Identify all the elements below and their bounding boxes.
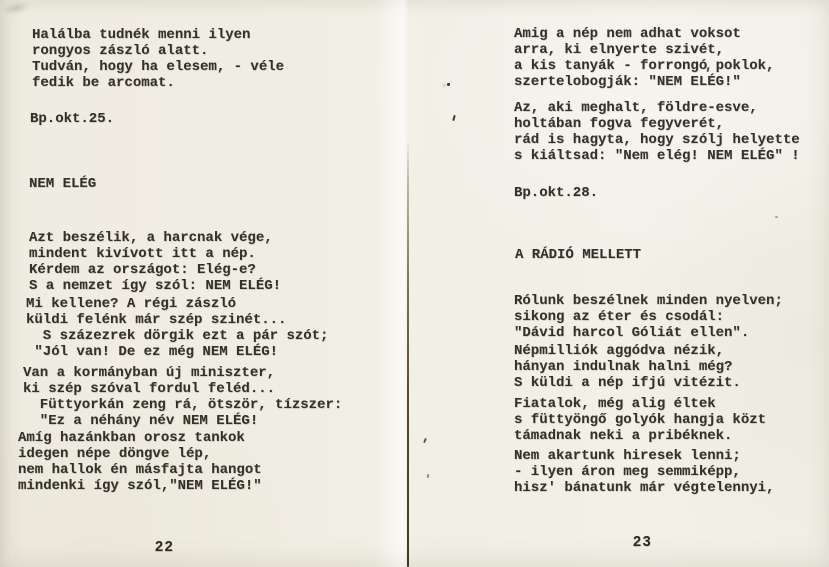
ink-speck xyxy=(452,115,456,121)
poem-line: arra, ki elnyerte szivét, xyxy=(514,42,725,58)
poem-line: Van a kormányban új miniszter, xyxy=(23,365,276,381)
poem-date: Bp.okt.28. xyxy=(514,185,599,201)
ink-speck xyxy=(423,438,427,443)
stanza-5 xyxy=(514,26,774,90)
poem-line: idegen népe döngve lép, xyxy=(18,446,212,462)
poem-line: holtában fogva fegyverét, xyxy=(514,116,725,132)
poem-line: küldi felénk már szép szinét... xyxy=(26,312,287,328)
poem-line: Kérdem az országot: Elég-e? xyxy=(29,262,256,278)
stanza-6 xyxy=(514,100,800,164)
poem-line: támadnak neki a pribéknek. xyxy=(514,428,733,444)
poem-line: mindenki így szól,"NEM ELÉG!" xyxy=(18,478,262,494)
poem-line: Amíg hazánkban orosz tankok xyxy=(18,430,245,446)
poem-line: ki szép szóval fordul feléd... xyxy=(23,381,276,397)
stanza-intro xyxy=(32,27,284,91)
poem-title: NEM ELÉG xyxy=(29,176,97,192)
stanza-3 xyxy=(23,365,342,429)
poem-title-left xyxy=(29,176,96,192)
poem-line: rongyos zászló alatt. xyxy=(32,43,209,59)
stanza-radio-1 xyxy=(514,293,783,341)
poem-line: fedik be arcomat. xyxy=(32,75,175,91)
poem-line: s kiáltsad: "Nem elég! NEM ELÉG" ! xyxy=(514,148,800,164)
poem-line: Azt beszélik, a harcnak vége, xyxy=(29,230,273,246)
poem-line: sikong az éter és csodál: xyxy=(514,309,725,325)
scan-smudge xyxy=(0,0,32,17)
stanza-4 xyxy=(18,430,262,494)
poem-line: hisz' bánatunk már végtelennyi, xyxy=(514,480,775,496)
date-line xyxy=(30,111,114,127)
ink-speck xyxy=(775,216,778,218)
poem-line: S százezrek dörgik ezt a pár szót; xyxy=(26,328,329,344)
poem-title: A RÁDIÓ MELLETT xyxy=(515,247,642,263)
gutter-highlight xyxy=(378,0,408,567)
poem-line: "Jól van! De ez még NEM ELÉG! xyxy=(26,344,279,360)
poem-line: Halálba tudnék menni ilyen xyxy=(32,27,251,43)
poem-line: rád is hagyta, hogy szólj helyette xyxy=(514,132,800,148)
poem-line: Fiatalok, még alig éltek xyxy=(514,396,716,412)
ink-speck xyxy=(447,83,450,86)
poem-line: "Ez a néhány név NEM ELÉG! xyxy=(23,413,259,429)
poem-line: S küldi a nép ifjú vitézit. xyxy=(514,375,741,391)
stanza-radio-4 xyxy=(514,448,774,496)
poem-line: Füttyorkán zeng rá, ötször, tízszer: xyxy=(23,397,343,413)
stanza-radio-2 xyxy=(514,343,741,391)
poem-line: S a nemzet így szól: NEM ELÉG! xyxy=(29,278,282,294)
poem-line: Tudván, hogy ha elesem, - véle xyxy=(32,59,285,75)
poem-date: Bp.okt.25. xyxy=(30,111,115,127)
poem-line: Amig a nép nem adhat voksot xyxy=(514,26,741,42)
poem-line: mindent kivívott itt a nép. xyxy=(29,246,256,262)
poem-line: Az, aki meghalt, földre-esve, xyxy=(514,100,758,116)
poem-line: hányan indulnak halni még? xyxy=(514,359,733,375)
stanza-2 xyxy=(26,296,328,360)
page-number-left: 22 xyxy=(155,539,175,555)
poem-line: Népmilliók aggódva nézik, xyxy=(514,343,725,359)
poem-title-right xyxy=(515,247,641,263)
stanza-1 xyxy=(29,230,281,294)
poem-line: szertelobogják: "NEM ELÉG!" xyxy=(514,74,741,90)
poem-line: Nem akartunk hiresek lenni; xyxy=(514,448,741,464)
poem-line: s füttyöngő golyók hangja közt xyxy=(514,412,767,428)
ink-speck xyxy=(427,474,430,478)
poem-line: Mi kellene? A régi zászló xyxy=(26,296,237,312)
stanza-radio-3 xyxy=(514,396,766,444)
page-number-right: 23 xyxy=(633,534,653,550)
poem-line: a kis tanyák - forrongó poklok, xyxy=(514,58,775,74)
poem-line: nem hallok én másfajta hangot xyxy=(18,462,262,478)
gutter-shadow-line xyxy=(407,138,409,567)
date-line xyxy=(514,185,598,201)
poem-line: "Dávid harcol Góliát ellen". xyxy=(514,325,750,341)
poem-line: - ilyen áron meg semmiképp, xyxy=(514,464,741,480)
poem-line: Rólunk beszélnek minden nyelven; xyxy=(514,293,783,309)
